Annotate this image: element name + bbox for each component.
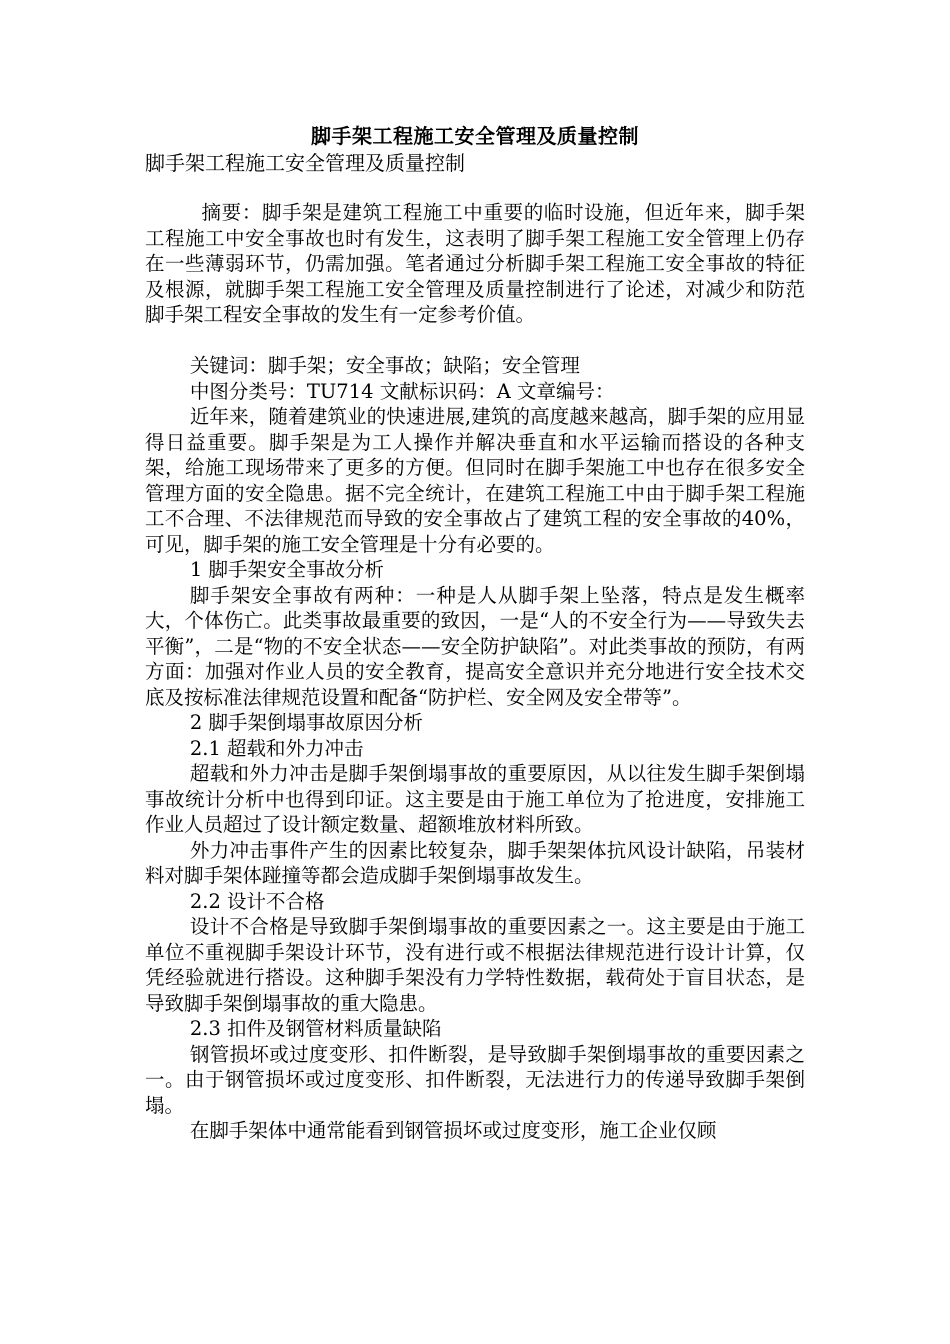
section-paragraph: 超载和外力冲击是脚手架倒塌事故的重要原因，从以往发生脚手架倒塌事故统计分析中也得到印证。这主要是由于施工单位为了抢进度，安排施工作业人员超过了设计额定数量、超额堆放材料所致。 [145,762,805,836]
document-title: 脚手架工程施工安全管理及质量控制 [311,124,639,148]
section-heading: 1 脚手架安全事故分析 [189,558,384,581]
section-paragraph: 设计不合格是导致脚手架倒塌事故的重要因素之一。这主要是由于施工单位不重视脚手架设计环节，没有进行或不根据法律规范进行设计计算，仅凭经验就进行搭设。这种脚手架没有力学特性数据，载荷处于盲目状态，是导致脚手架倒塌事故的重大隐患。 [145,915,805,1015]
section-heading: 2 脚手架倒塌事故原因分析 [189,711,423,734]
section-paragraph: 在脚手架体中通常能看到钢管损坏或过度变形，施工企业仅顾 [189,1119,717,1142]
spacer [145,328,805,354]
section-paragraph: 钢管损坏或过度变形、扣件断裂，是导致脚手架倒塌事故的重要因素之一。由于钢管损坏或过度变形、扣件断裂，无法进行力的传递导致脚手架倒塌。 [145,1042,805,1117]
section-paragraph: 脚手架安全事故有两种：一种是人从脚手架上坠落，特点是发生概率大，个体伤亡。此类事故最重要的致因，一是“人的不安全行为——导致失去平衡”，二是“物的不安全状态——安全防护缺陷”。对此类事故的预防，有两方面：加强对作业人员的安全教育，提高安全意识并充分地进行安全技术交底及按标准法律规范设置和配备“防护栏、安全网及安全带等”。 [145,583,805,709]
subsection-heading: 2.2 设计不合格 [189,889,325,913]
classification-line: 中图分类号：TU714 文献标识码：A 文章编号： [189,379,615,403]
subsection-heading: 2.3 扣件及钢管材料质量缺陷 [189,1017,442,1040]
document-body [145,200,805,1144]
intro-paragraph: 近年来，随着建筑业的快速进展,建筑的高度越来越高，脚手架的应用显得日益重要。脚手架是为工人操作并解决垂直和水平运输而搭设的各种支架，给施工现场带来了更多的方便。但同时在脚手架施工中也存在很多安全管理方面的安全隐患。据不完全统计，在建筑工程施工中由于脚手架工程施工不合理、不法律规范而导致的安全事故占了建筑工程的安全事故的40%，可见，脚手架的施工安全管理是十分有必要的。 [145,405,805,556]
abstract-paragraph: 摘要：脚手架是建筑工程施工中重要的临时设施，但近年来，脚手架工程施工中安全事故也时有发生，这表明了脚手架工程施工安全管理上仍存在一些薄弱环节，仍需加强。笔者通过分析脚手架工程施工安全事故的特征及根源，就脚手架工程施工安全管理及质量控制进行了论述，对减少和防范脚手架工程安全事故的发生有一定参考价值。 [145,201,805,326]
subsection-heading: 2.1 超载和外力冲击 [189,736,364,760]
section-paragraph: 外力冲击事件产生的因素比较复杂，脚手架架体抗风设计缺陷，吊装材料对脚手架体踫撞等都会造成脚手架倒塌事故发生。 [145,838,805,887]
keywords-line: 关键词：脚手架；安全事故；缺陷；安全管理 [189,354,580,377]
document-subtitle: 脚手架工程施工安全管理及质量控制 [145,151,465,175]
